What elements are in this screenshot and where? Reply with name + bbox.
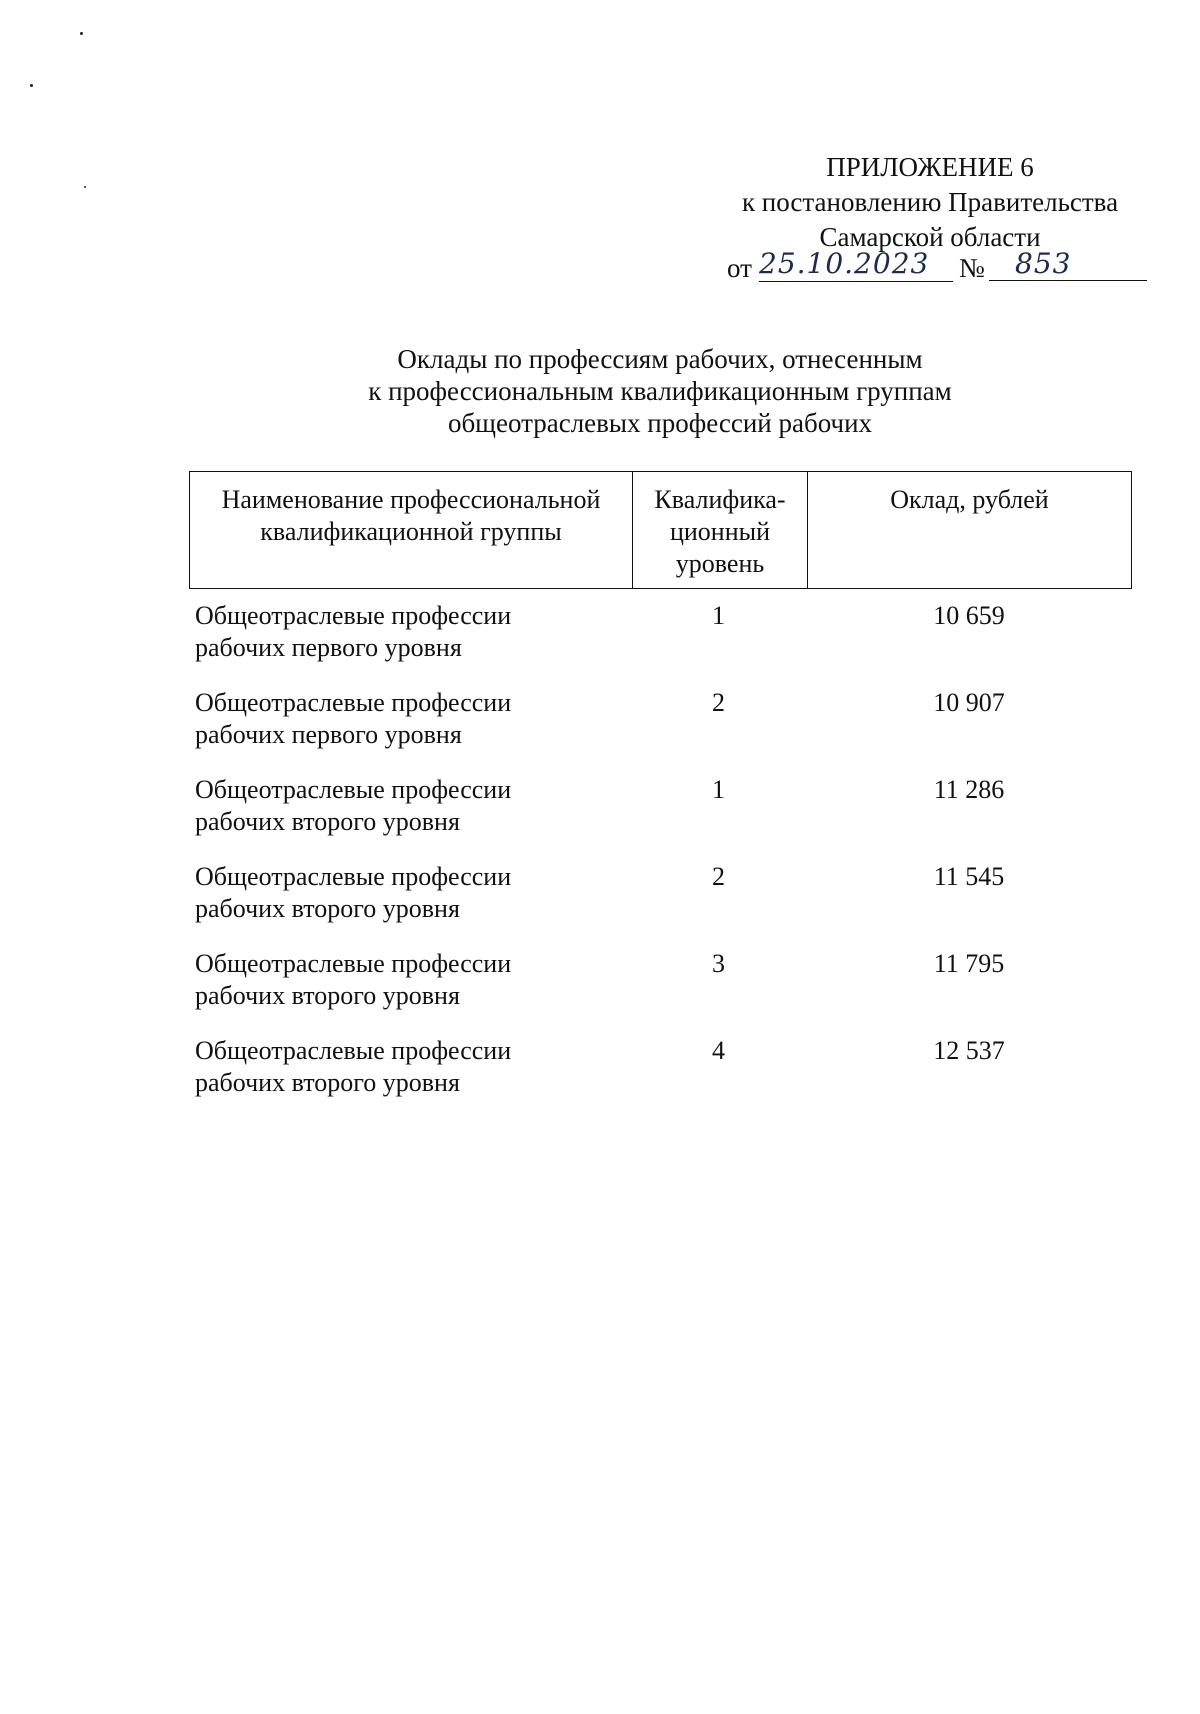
group-name-line: Общеотраслевые профессии: [195, 601, 512, 630]
group-name-cell: [195, 948, 625, 1012]
group-name-cell: [195, 774, 625, 838]
salary-cell: 10 659: [933, 601, 1005, 630]
group-name-line: рабочих первого уровня: [195, 633, 462, 662]
group-name-line: Общеотраслевые профессии: [195, 775, 512, 804]
appendix-block: [720, 150, 1140, 255]
header-qualification-level: [632, 472, 807, 588]
handwritten-date: 25.10.2023: [759, 248, 953, 282]
appendix-resolution-line: к постановлению Правительства: [741, 187, 1119, 217]
scan-speck: [30, 84, 33, 87]
group-name-cell: [195, 861, 625, 925]
scan-speck: [84, 186, 86, 188]
salary-table-header: [189, 471, 1132, 589]
table-row: [189, 774, 1132, 861]
document-title-line-2: к профессиональным квалификационным группам: [368, 376, 952, 406]
group-name-cell: [195, 600, 625, 664]
header-group-name: [190, 472, 632, 588]
group-name-line: Общеотраслевые профессии: [195, 688, 512, 717]
salary-cell: 11 286: [933, 775, 1005, 804]
header-salary: [807, 472, 1131, 588]
date-prefix: от: [727, 253, 752, 283]
document-title-line-3: общеотраслевых профессий рабочих: [447, 408, 873, 438]
table-row: [189, 1035, 1132, 1122]
group-name-cell: [195, 687, 625, 751]
appendix-title: ПРИЛОЖЕНИЕ 6: [826, 152, 1034, 182]
header-text: уровень: [675, 549, 765, 578]
group-name-line: Общеотраслевые профессии: [195, 862, 512, 891]
header-text: Наименование профессиональной: [221, 485, 601, 514]
salary-cell: 10 907: [933, 688, 1005, 717]
header-text: Квалифика-: [654, 485, 786, 514]
header-text: ционный: [669, 517, 771, 546]
level-cell: 3: [712, 949, 725, 978]
header-text: Оклад, рублей: [890, 485, 1049, 514]
salary-cell: 12 537: [933, 1036, 1005, 1065]
table-row: [189, 948, 1132, 1035]
group-name-line: рабочих второго уровня: [195, 981, 460, 1010]
level-cell: 4: [712, 1036, 725, 1065]
table-row: [189, 687, 1132, 774]
header-text: квалификационной группы: [260, 517, 562, 546]
group-name-line: Общеотраслевые профессии: [195, 949, 512, 978]
group-name-line: рабочих второго уровня: [195, 894, 460, 923]
document-title: [300, 343, 1020, 439]
group-name-line: Общеотраслевые профессии: [195, 1036, 512, 1065]
level-cell: 1: [712, 775, 725, 804]
document-title-line-1: Оклады по профессиям рабочих, отнесенным: [397, 344, 923, 374]
group-name-line: рабочих первого уровня: [195, 720, 462, 749]
level-cell: 2: [712, 688, 725, 717]
number-prefix: №: [959, 253, 985, 283]
handwritten-number: 853: [989, 248, 1147, 281]
group-name-line: рабочих второго уровня: [195, 807, 460, 836]
salary-table-body: [189, 600, 1132, 1122]
table-row: [189, 861, 1132, 948]
salary-cell: 11 545: [933, 862, 1005, 891]
appendix-region-line: Самарской области: [819, 222, 1041, 252]
level-cell: 2: [712, 862, 725, 891]
table-row: [189, 600, 1132, 687]
group-name-line: рабочих второго уровня: [195, 1068, 460, 1097]
level-cell: 1: [712, 601, 725, 630]
salary-cell: 11 795: [933, 949, 1005, 978]
group-name-cell: [195, 1035, 625, 1099]
scan-speck: [80, 32, 83, 35]
resolution-date-number-line: [727, 248, 1147, 288]
